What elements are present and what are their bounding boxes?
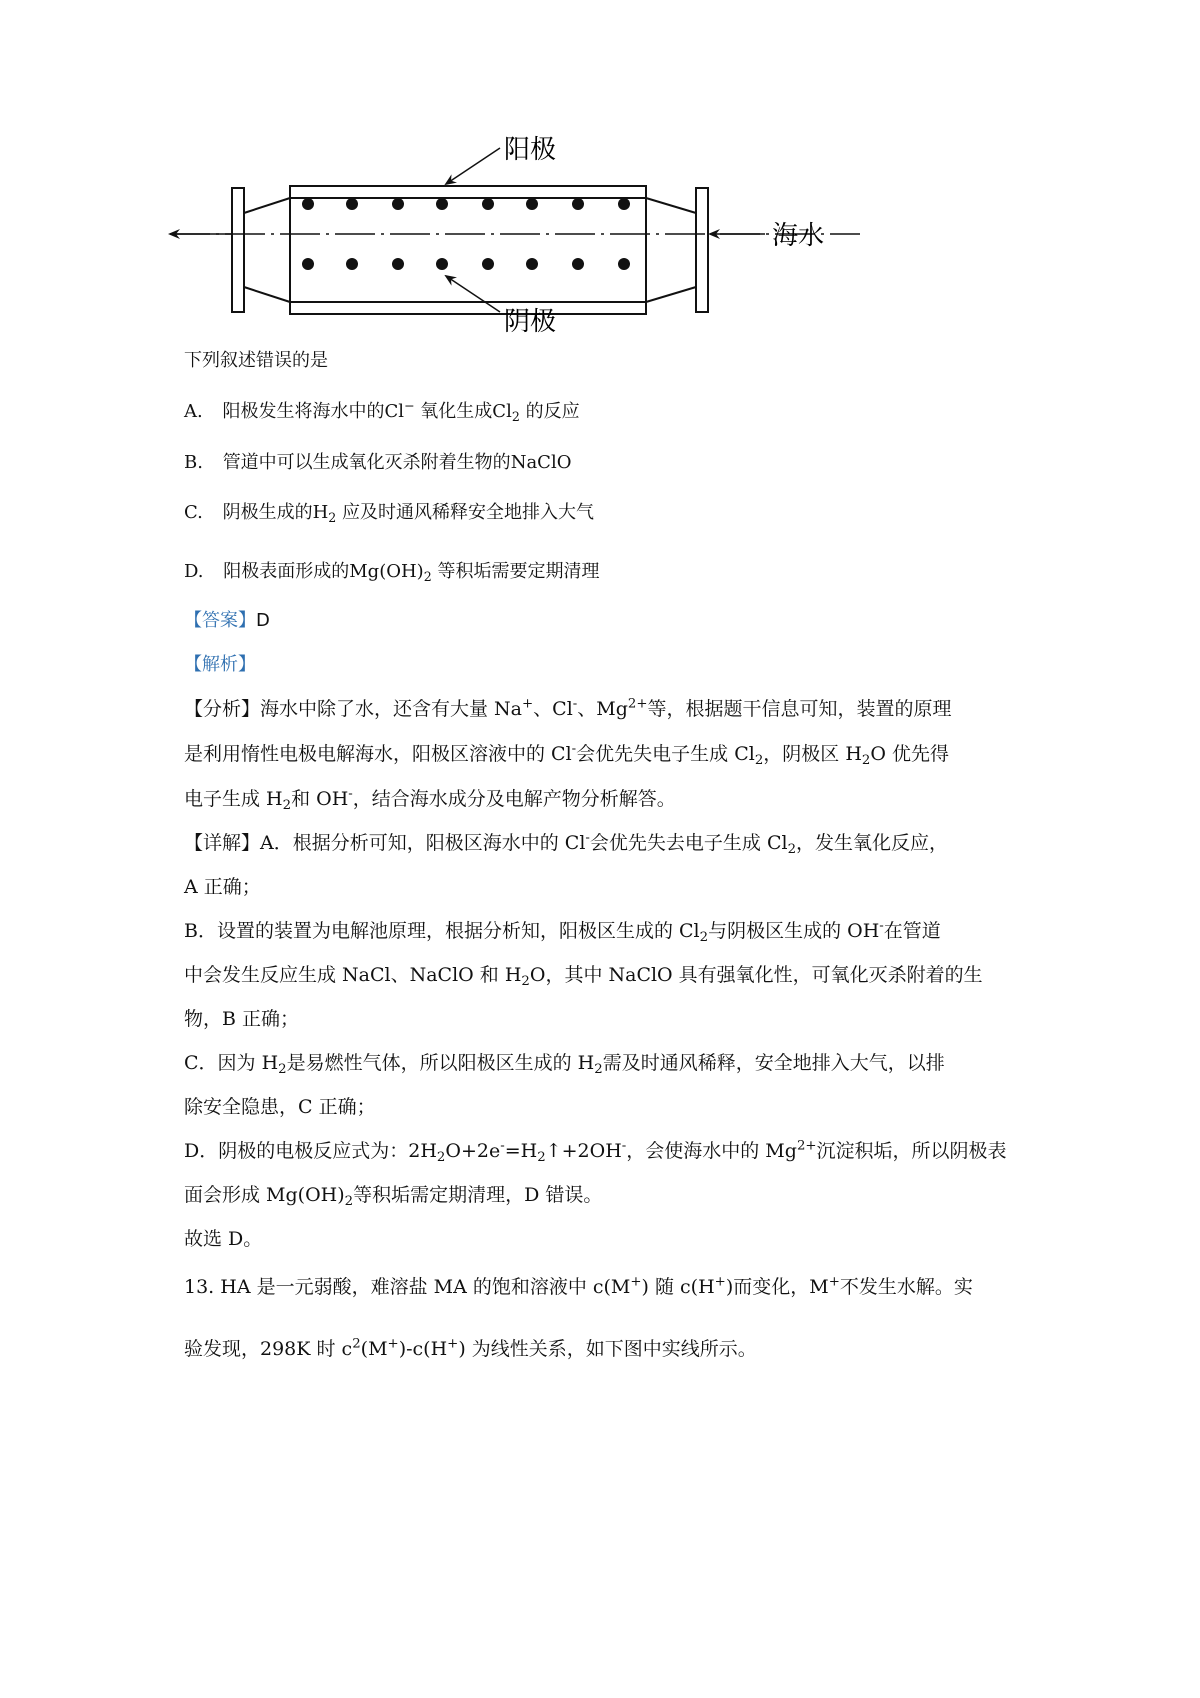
option-letter: C. — [184, 502, 203, 523]
detail-b-line-3: 物，B 正确； — [184, 1008, 300, 1030]
option-letter: B. — [184, 452, 203, 473]
upper-electrode-dots — [302, 198, 630, 210]
analysis-line-2: 是利用惰性电极电解海水，阳极区溶液中的 Cl-会优先失电子生成 $Cl_2$，阴极区 $H_2O$ 优先得 — [184, 741, 949, 768]
answer-label: 【答案】 — [184, 610, 256, 631]
anode-label: 阳极 — [504, 135, 557, 165]
electrolysis-pipe-diagram — [160, 130, 920, 370]
answer-line — [184, 612, 270, 630]
right-flange — [696, 188, 708, 312]
option-c: C. 阴极生成的$H_2$ 应及时通风稀释安全地排入大气 — [184, 502, 595, 525]
anode-pointer — [446, 148, 500, 184]
option-letter: D. — [184, 561, 204, 582]
question-stem: 下列叙述错误的是 — [184, 350, 328, 371]
detail-b-line-1: B．设置的装置为电解池原理，根据分析知，阳极区生成的 $Cl_2$与阴极区生成的 OH-在管道 — [184, 918, 941, 945]
inlet-label: 海水 — [772, 221, 825, 251]
option-d: D. 阳极表面形成的$Mg(OH)_2$ 等积垢需要定期清理 — [184, 561, 600, 584]
detail-c-line-2: 除安全隐患，C 正确； — [184, 1096, 376, 1118]
q13-line-1: 13. HA 是一元弱酸，难溶盐 MA 的饱和溶液中 c(M+) 随 c(H+)而变化，M+不发生水解。实 — [184, 1274, 973, 1298]
cathode-pointer — [446, 276, 500, 312]
detail-a-line-1: 【详解】A．根据分析可知，阳极区海水中的 Cl-会优先失去电子生成 $Cl_2$，发生氧化反应， — [184, 830, 949, 857]
detail-b-line-2: 中会发生反应生成 NaCl、NaClO 和 $H_2O$，其中 NaClO 具有强氧化性，可氧化灭杀附着的生 — [184, 964, 983, 989]
cathode-label: 阴极 — [504, 307, 557, 337]
answer-value: D — [256, 610, 270, 631]
detail-a-line-2: A 正确； — [184, 876, 261, 898]
option-letter: A. — [184, 401, 203, 422]
detail-d-line-1: D．阴极的电极反应式为：$2H_2O+2e^-=H_2↑+2OH^-$，会使海水中的 $Mg^{2+}$沉淀积垢，所以阴极表 — [184, 1138, 1007, 1165]
detail-c-line-1: C．因为 $H_2$是易燃性气体，所以阳极区生成的 $H_2$需及时通风稀释，安全地排入大气，以排 — [184, 1052, 945, 1077]
pipe-body — [290, 186, 646, 314]
option-b: B. 管道中可以生成氧化灭杀附着生物的NaClO — [184, 452, 572, 473]
analysis-label: 【解析】 — [184, 654, 256, 675]
lower-electrode-dots — [302, 258, 630, 270]
analysis-line-1: 【分析】海水中除了水，还含有大量 Na+、Cl-、$Mg^{2+}$等，根据题干信息可知，装置的原理 — [184, 696, 952, 720]
conclusion: 故选 D。 — [184, 1228, 263, 1250]
option-a: A. 阳极发生将海水中的Cl− 氧化生成$Cl_2$ 的反应 — [184, 398, 580, 424]
detail-d-line-2: 面会形成 $Mg(OH)_2$等积垢需定期清理，D 错误。 — [184, 1184, 603, 1209]
q13-line-2: 验发现，298K 时 $c^2(M^+)-c(H^+)$ 为线性关系，如下图中实线所示。 — [184, 1336, 757, 1360]
left-flange — [232, 188, 244, 312]
analysis-line-3: 电子生成 $H_2$和 OH-，结合海水成分及电解产物分析解答。 — [184, 786, 676, 813]
